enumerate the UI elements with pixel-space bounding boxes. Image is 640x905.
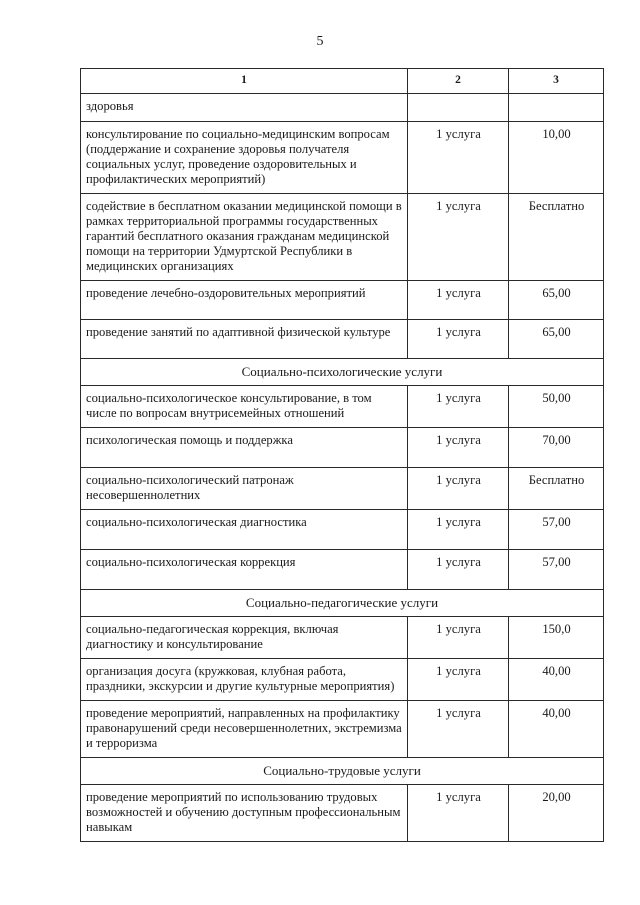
service-price: 65,00 <box>509 320 604 359</box>
section-title: Социально-психологические услуги <box>81 359 604 386</box>
service-name: психологическая помощь и поддержка <box>81 428 408 468</box>
service-unit <box>408 94 509 122</box>
service-unit: 1 услуга <box>408 428 509 468</box>
service-unit: 1 услуга <box>408 320 509 359</box>
table-row <box>81 428 604 468</box>
header-col-2: 2 <box>408 69 509 94</box>
service-unit: 1 услуга <box>408 122 509 194</box>
table-row <box>81 122 604 194</box>
service-name: проведение лечебно-оздоровительных мероприятий <box>81 281 408 320</box>
service-unit: 1 услуга <box>408 194 509 281</box>
service-unit: 1 услуга <box>408 468 509 510</box>
service-name: проведение мероприятий по использованию трудовых возможностей и обучению доступным профессиональным навыкам <box>81 785 408 842</box>
header-col-1: 1 <box>81 69 408 94</box>
service-unit: 1 услуга <box>408 659 509 701</box>
service-name: социально-психологический патронаж несовершеннолетних <box>81 468 408 510</box>
service-price: 57,00 <box>509 510 604 550</box>
table-row <box>81 281 604 320</box>
service-name: организация досуга (кружковая, клубная работа, праздники, экскурсии и другие культурные мероприятия) <box>81 659 408 701</box>
table-row <box>81 659 604 701</box>
table-row <box>81 194 604 281</box>
service-price: 57,00 <box>509 550 604 590</box>
page-number: 5 <box>316 34 324 49</box>
service-name: проведение мероприятий, направленных на профилактику правонарушений среди несовершеннолетних, экстремизма и терроризма <box>81 701 408 758</box>
service-name: социально-педагогическая коррекция, включая диагностику и консультирование <box>81 617 408 659</box>
table-row <box>81 785 604 842</box>
service-price: 50,00 <box>509 386 604 428</box>
service-price: Бесплатно <box>509 194 604 281</box>
table-row <box>81 320 604 359</box>
service-unit: 1 услуга <box>408 785 509 842</box>
service-name: здоровья <box>81 94 408 122</box>
table-body <box>81 69 604 842</box>
section-header-row <box>81 590 604 617</box>
service-unit: 1 услуга <box>408 550 509 590</box>
service-price: 40,00 <box>509 701 604 758</box>
service-price: 10,00 <box>509 122 604 194</box>
service-name: социально-психологическая коррекция <box>81 550 408 590</box>
section-title: Социально-педагогические услуги <box>81 590 604 617</box>
table-row <box>81 701 604 758</box>
services-table <box>80 68 604 842</box>
service-unit: 1 услуга <box>408 701 509 758</box>
table-row <box>81 617 604 659</box>
table-row <box>81 468 604 510</box>
service-price: 20,00 <box>509 785 604 842</box>
table-row <box>81 510 604 550</box>
service-price: Бесплатно <box>509 468 604 510</box>
service-price: 40,00 <box>509 659 604 701</box>
service-name: социально-психологическая диагностика <box>81 510 408 550</box>
service-unit: 1 услуга <box>408 281 509 320</box>
service-price <box>509 94 604 122</box>
service-name: проведение занятий по адаптивной физической культуре <box>81 320 408 359</box>
service-name: консультирование по социально-медицинским вопросам (поддержание и сохранение здоровья получателя социальных услуг, проведение оздоровительных и профилактических мероприятий) <box>81 122 408 194</box>
table-row <box>81 94 604 122</box>
service-unit: 1 услуга <box>408 617 509 659</box>
service-name: содействие в бесплатном оказании медицинской помощи в рамках территориальной программы государственных гарантий бесплатного оказания гражданам медицинской помощи на территории Удмуртской Республики в медицинских организациях <box>81 194 408 281</box>
table-header-row <box>81 69 604 94</box>
section-header-row <box>81 359 604 386</box>
service-unit: 1 услуга <box>408 510 509 550</box>
header-col-3: 3 <box>509 69 604 94</box>
service-price: 65,00 <box>509 281 604 320</box>
service-price: 70,00 <box>509 428 604 468</box>
service-price: 150,0 <box>509 617 604 659</box>
section-title: Социально-трудовые услуги <box>81 758 604 785</box>
service-unit: 1 услуга <box>408 386 509 428</box>
table-row <box>81 386 604 428</box>
section-header-row <box>81 758 604 785</box>
service-name: социально-психологическое консультирование, в том числе по вопросам внутрисемейных отношений <box>81 386 408 428</box>
table-row <box>81 550 604 590</box>
